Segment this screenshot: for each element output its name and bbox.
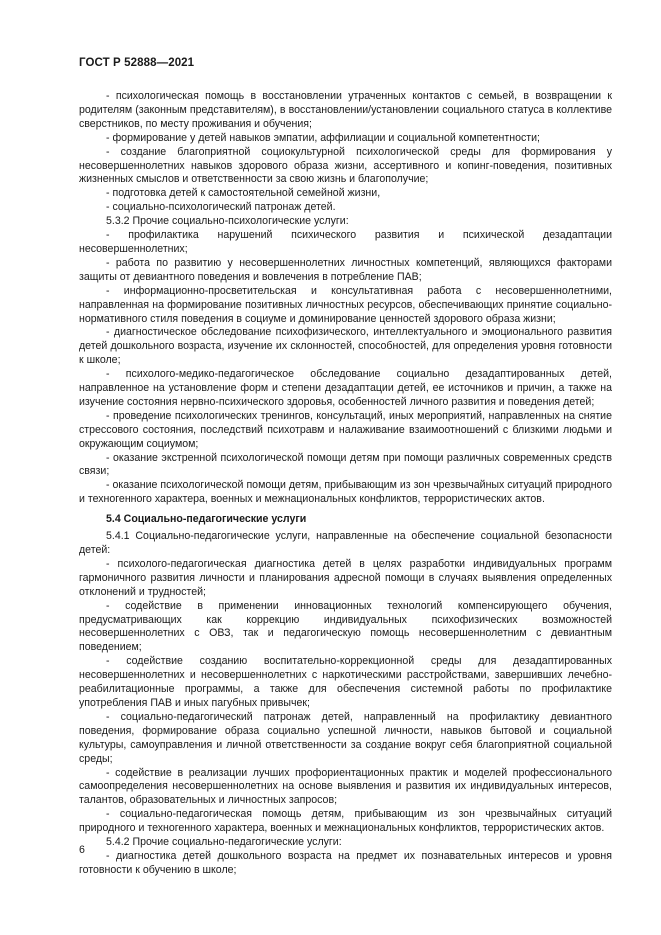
paragraph: - оказание экстренной психологической помощи детям при помощи различных современных средств связи;	[79, 451, 612, 478]
paragraph: - формирование у детей навыков эмпатии, аффилиации и социальной компетентности;	[106, 131, 540, 144]
paragraph: - содействие в реализации лучших профориентационных практик и моделей профессионального самоопределения несовершеннолетних на основе выявления и развития их индивидуальных интересов, талантов, образовательных и личностных запросов;	[79, 766, 612, 807]
subsection-heading: 5.4.2 Прочие социально-педагогические услуги:	[106, 836, 342, 849]
section-heading: 5.4 Социально-педагогические услуги	[106, 513, 307, 526]
paragraph: - психолого-педагогическая диагностика детей в целях разработки индивидуальных программ гармоничного развития личности и планирования адресной помощи в случаях выявления определенных отклонений и трудностей;	[79, 557, 612, 598]
paragraph: - проведение психологических тренингов, консультаций, иных мероприятий, направленных на снятие стрессового состояния, последствий психотравм и налаживание взаимоотношений с близкими людьми и окружающим социумом;	[79, 409, 612, 450]
paragraph: - информационно-просветительская и консультативная работа с несовершеннолетними, направленная на формирование позитивных личностных ресурсов, обеспечивающих принятие социально-нормативного стиля поведения в социуме и доминирование ценностей здорового образа жизни;	[79, 284, 612, 325]
paragraph: - создание благоприятной социокультурной психологической среды для формирования у несовершеннолетних навыков здорового образа жизни, ассертивного и копинг-поведения, позитивных жизненных смыслов и ответственности за свою жизнь и благополучие;	[79, 145, 612, 186]
paragraph: - социально-педагогический патронаж детей, направленный на профилактику девиантного поведения, формирование образа социально успешной личности, навыков бытовой и социальной культуры, самоуправления и личной ответственности за создание вокруг себя благоприятной социальной среды;	[79, 710, 612, 765]
paragraph: - оказание психологической помощи детям, прибывающим из зон чрезвычайных ситуаций природного и техногенного характера, военных и межнациональных конфликтов, террористических актов.	[79, 479, 612, 506]
paragraph: - работа по развитию у несовершеннолетних личностных компетенций, являющихся факторами защиты от девиантного поведения и вовлечения в потребление ПАВ;	[79, 256, 612, 283]
paragraph: - психолого-медико-педагогическое обследование социально дезадаптированных детей, направленное на установление форм и степени дезадаптации детей, ее источников и причин, а также на изучение состояния нервно-психического здоровья, особенностей личного развития и поведения детей;	[79, 368, 612, 408]
paragraph: - социально-педагогическая помощь детям, прибывающим из зон чрезвычайных ситуаций природного и техногенного характера, военных и межнациональных конфликтов, террористических актов.	[79, 808, 612, 835]
paragraph: - диагностическое обследование психофизического, интеллектуального и эмоционального развития детей дошкольного возраста, изучение их склонностей, способностей, для определения уровня готовности к школе;	[79, 326, 612, 367]
paragraph: - психологическая помощь в восстановлении утраченных контактов с семьей, в возвращении к родителям (законным представителям), в восстановлении/установлении социального статуса в коллективе сверстников, по месту проживания и обучения;	[79, 90, 612, 130]
paragraph: - подготовка детей к самостоятельной семейной жизни,	[106, 187, 381, 200]
paragraph: - диагностика детей дошкольного возраста на предмет их познавательных интересов и уровня готовности к обучению в школе;	[79, 849, 612, 876]
paragraph: - социально-психологический патронаж детей.	[106, 201, 336, 214]
document-body	[79, 90, 612, 878]
paragraph: - профилактика нарушений психического развития и психической дезадаптации несовершеннолетних;	[79, 229, 612, 255]
paragraph: - содействие созданию воспитательно-коррекционной среды для дезадаптированных несовершеннолетних и несовершеннолетних с наркотическими расстройствами, завершивших лечебно-реабилитационные программы, а также для обеспечения системной работы по профилактике употребления ПАВ и иных пагубных привычек;	[79, 655, 612, 709]
subsection-heading: 5.4.1 Социально-педагогические услуги, направленные на обеспечение социальной безопасности детей:	[79, 530, 612, 556]
paragraph: - содействие в применении инновационных технологий компенсирующего обучения, предусматривающих как коррекцию индивидуальных психофизических возможностей несовершеннолетних с ОВЗ, так и педагогическую помощь несовершеннолетним с девиантным поведением;	[79, 599, 612, 654]
document-header: ГОСТ Р 52888—2021	[79, 57, 195, 69]
subsection-heading: 5.3.2 Прочие социально-психологические услуги:	[106, 215, 349, 228]
page-number: 6	[79, 844, 85, 856]
